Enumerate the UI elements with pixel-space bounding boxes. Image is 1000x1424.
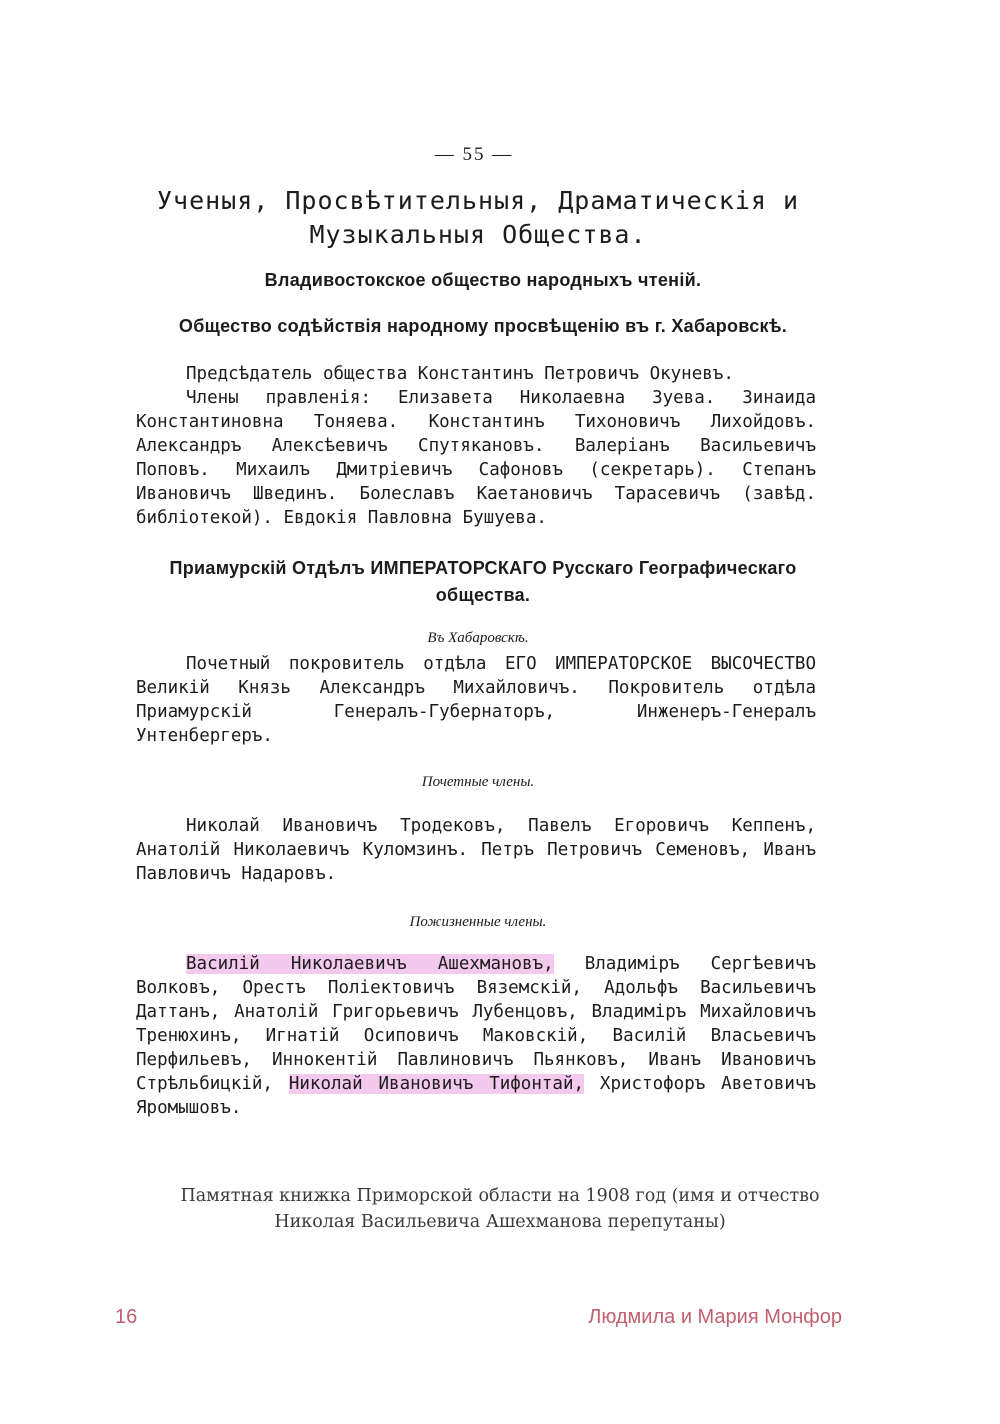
lifetime-members-text-1: Владиміръ Сергѣевичъ Волковъ, Орестъ Поліектовичъ Вяземскій, Адольфъ Васильевичъ Даттанъ, Анатолій Григорьевичъ Лубенцовъ, Владиміръ Михайловичъ Тренюхинъ, Игнатій Осиповичъ Маковскій, Василій Власьевичъ Перфильевъ, Иннокентій Павлиновичъ Пьянковъ, Иванъ Ивановичъ Стрѣльбицкій, [136, 954, 816, 1094]
board-members: Члены правленія: Елизавета Николаевна Зуева. Зинаида Константиновна Тоняева. Константинъ Тихоновичъ Лихойдовъ. Александръ Алексѣевичъ Спутякановъ. Валеріанъ Васильевичъ Поповъ. Михаилъ Дмитріевичъ Сафоновъ (секретарь). Степанъ Ивановичъ Швединъ. Болеславъ Каетановичъ Тарасевичъ (завѣд. библіотекой). Евдокія Павловна Бушуева. [136, 388, 816, 528]
scan-page-number: — 55 — [434, 144, 514, 165]
geographic-society-heading-line1: Приамурскій Отдѣлъ ИМПЕРАТОРСКАГО Русскаго Географическаго [169, 558, 797, 578]
lifetime-members-heading: Пожизненные члены. [409, 914, 547, 930]
image-caption-line1: Памятная книжка Приморской области на 1908 год (имя и отчество [180, 1186, 820, 1206]
lifetime-members-text-2: Христофоръ Аветовичъ Яромышовъ. [136, 1074, 816, 1118]
highlighted-name-ashekhmanov: Василій Николаевичъ Ашехмановъ, [186, 954, 554, 974]
khabarovsk-society-members [136, 362, 816, 530]
honorary-members-paragraph [136, 814, 816, 886]
main-heading: Ученыя, Просвѣтительныя, Драматическія и Музыкальныя Общества. [156, 186, 800, 249]
image-caption-line2: Николая Васильевича Ашехманова перепутаны) [274, 1212, 726, 1232]
honorary-members-heading: Почетные члены. [421, 774, 535, 790]
image-caption [0, 1183, 1000, 1235]
location-caption: Въ Хабаровскѣ. [427, 630, 529, 646]
chairman-line: Предсѣдатель общества Константинъ Петровичъ Окуневъ. [186, 364, 734, 384]
geographic-society-heading-line2: общества. [435, 585, 531, 605]
footer-author: Людмила и Мария Монфор [588, 1306, 842, 1328]
lifetime-members-paragraph [136, 952, 816, 1120]
honorary-members-text: Николай Ивановичъ Тродековъ, Павелъ Егоровичъ Кеппенъ, Анатолій Николаевичъ Куломзинъ. Петръ Петровичъ Семеновъ, Иванъ Павловичъ Надаровъ. [136, 816, 816, 884]
society-heading-khabarovsk: Общество содѣйствія народному просвѣщенію въ г. Хабаровскѣ. [178, 316, 788, 336]
highlighted-name-tifontai: Николай Ивановичъ Тифонтай, [288, 1074, 585, 1094]
patrons-paragraph [136, 652, 816, 748]
footer-page-number: 16 [115, 1306, 138, 1328]
patrons-text: Почетный покровитель отдѣла ЕГО ИМПЕРАТОРСКОЕ ВЫСОЧЕСТВО Великій Князь Александръ Михайловичъ. Покровитель отдѣла Приамурскій Генералъ-Губернаторъ, Инженеръ-Генералъ Унтенбергеръ. [136, 654, 816, 746]
society-heading-vladivostok: Владивостокское общество народныхъ чтеній. [264, 270, 702, 290]
scanned-page-image [108, 92, 840, 1172]
